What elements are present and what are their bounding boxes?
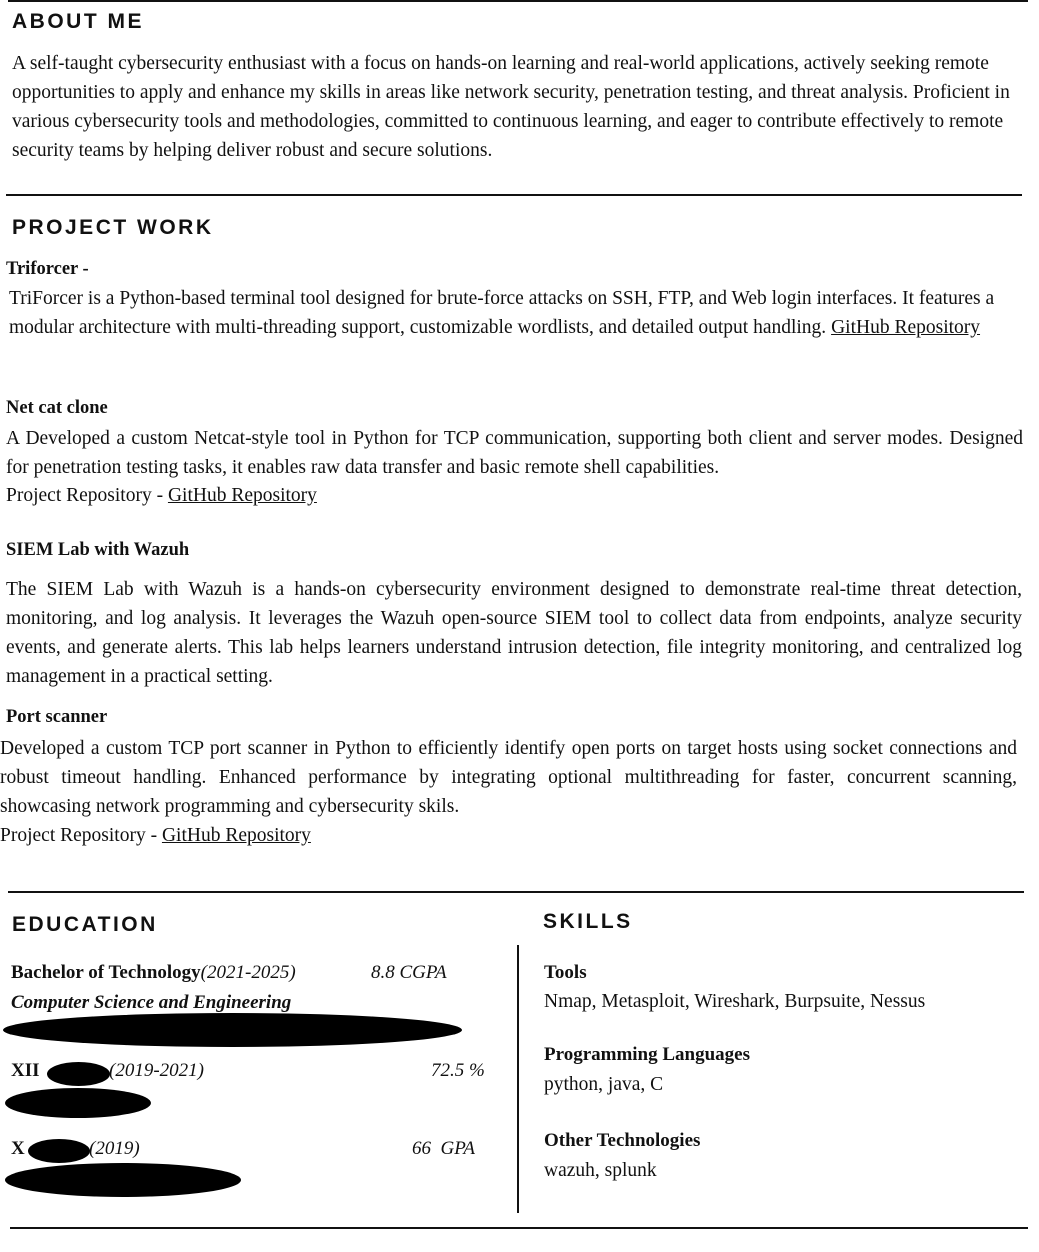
- project-text-netcat: A Developed a custom Netcat-style tool in Python for TCP communication, supporting both client and server modes. Designed for penetration testing tasks, it enables raw data transfer and basic remote shell capabilities.: [6, 428, 1023, 478]
- degree-years: (2021-2025): [200, 962, 296, 983]
- xii-years: (2019-2021): [109, 1060, 204, 1081]
- top-divider: [8, 0, 1028, 2]
- project-text-port-scanner: Developed a custom TCP port scanner in Python to efficiently identify open ports on target hosts using socket connections and robust timeout handling. Enhanced performance by integrating optional multithreading for faster, concurrent scanning, showcasing network programming and cybersecurity skils.: [0, 738, 1017, 817]
- redacted-x-school: [5, 1163, 241, 1197]
- degree-score: 8.8 CGPA: [371, 962, 447, 983]
- github-repository-link[interactable]: GitHub Repository: [167, 485, 317, 506]
- x-years: (2019): [89, 1138, 140, 1159]
- x-score: 66 GPA: [412, 1138, 475, 1159]
- xii-score: 72.5 %: [431, 1060, 485, 1081]
- column-divider: [517, 945, 519, 1213]
- repo-prefix: Project Repository -: [6, 485, 168, 506]
- project-title-netcat: Net cat clone: [6, 398, 108, 418]
- project-title-port-scanner: Port scanner: [6, 707, 108, 727]
- github-repository-link[interactable]: GitHub Repository: [161, 825, 311, 846]
- project-repo-line-netcat: [6, 481, 317, 510]
- repo-prefix: Project Repository -: [0, 825, 162, 846]
- redacted-xii-board: [47, 1062, 110, 1086]
- degree-major: Computer Science and Engineering: [11, 992, 292, 1013]
- redacted-xii-school: [5, 1088, 151, 1118]
- redacted-x-board: [28, 1139, 90, 1163]
- projects-divider: [8, 891, 1024, 893]
- projects-heading: PROJECT WORK: [12, 216, 214, 239]
- skills-other-label: Other Technologies: [544, 1130, 701, 1151]
- project-text-siem: The SIEM Lab with Wazuh is a hands-on cybersecurity environment designed to demonstrate real-time threat detection, monitoring, and log analysis. It leverages the Wazuh open-source SIEM tool to collect data from endpoints, analyze security events, and generate alerts. This lab helps learners understand intrusion detection, file integrity monitoring, and centralized log management in a practical setting.: [6, 579, 1022, 687]
- x-label: X: [11, 1138, 25, 1159]
- bottom-divider: [10, 1227, 1028, 1229]
- skills-tools-label: Tools: [544, 962, 587, 983]
- education-heading: EDUCATION: [12, 913, 158, 936]
- project-desc: TriForcer is a Python-based terminal tool designed for brute-force attacks on SSH, FTP, and Web login interfaces. It features a modular architecture with multi-threading support, customizable wordlists, and detailed output handling.: [9, 288, 995, 338]
- skills-tools-value: Nmap, Metasploit, Wireshark, Burpsuite, Nessus: [544, 991, 926, 1012]
- degree-line: [11, 962, 296, 984]
- degree-name: Bachelor of Technology: [11, 962, 201, 983]
- about-divider: [6, 194, 1022, 196]
- xii-label: XII: [11, 1060, 40, 1081]
- about-heading: ABOUT ME: [12, 10, 144, 33]
- github-repository-link[interactable]: GitHub Repository: [831, 317, 981, 338]
- about-text: A self-taught cybersecurity enthusiast with a focus on hands-on learning and real-world applications, actively seeking remote opportunities to apply and enhance my skills in areas like network security, penetration testing, and threat analysis. Proficient in various cybersecurity tools and methodologies, committed to continuous learning, and eager to contribute effectively to remote security teams by helping deliver robust and secure solutions.: [12, 53, 1010, 161]
- redacted-institution: [3, 1013, 462, 1047]
- skills-heading: SKILLS: [543, 910, 633, 933]
- project-title-triforcer: Triforcer -: [6, 259, 89, 279]
- skills-langs-value: python, java, C: [544, 1074, 664, 1095]
- project-text-triforcer: [9, 284, 1019, 342]
- skills-other-value: wazuh, splunk: [544, 1160, 657, 1181]
- project-title-siem: SIEM Lab with Wazuh: [6, 540, 190, 560]
- skills-langs-label: Programming Languages: [544, 1044, 751, 1065]
- project-repo-line-port-scanner: [0, 821, 311, 850]
